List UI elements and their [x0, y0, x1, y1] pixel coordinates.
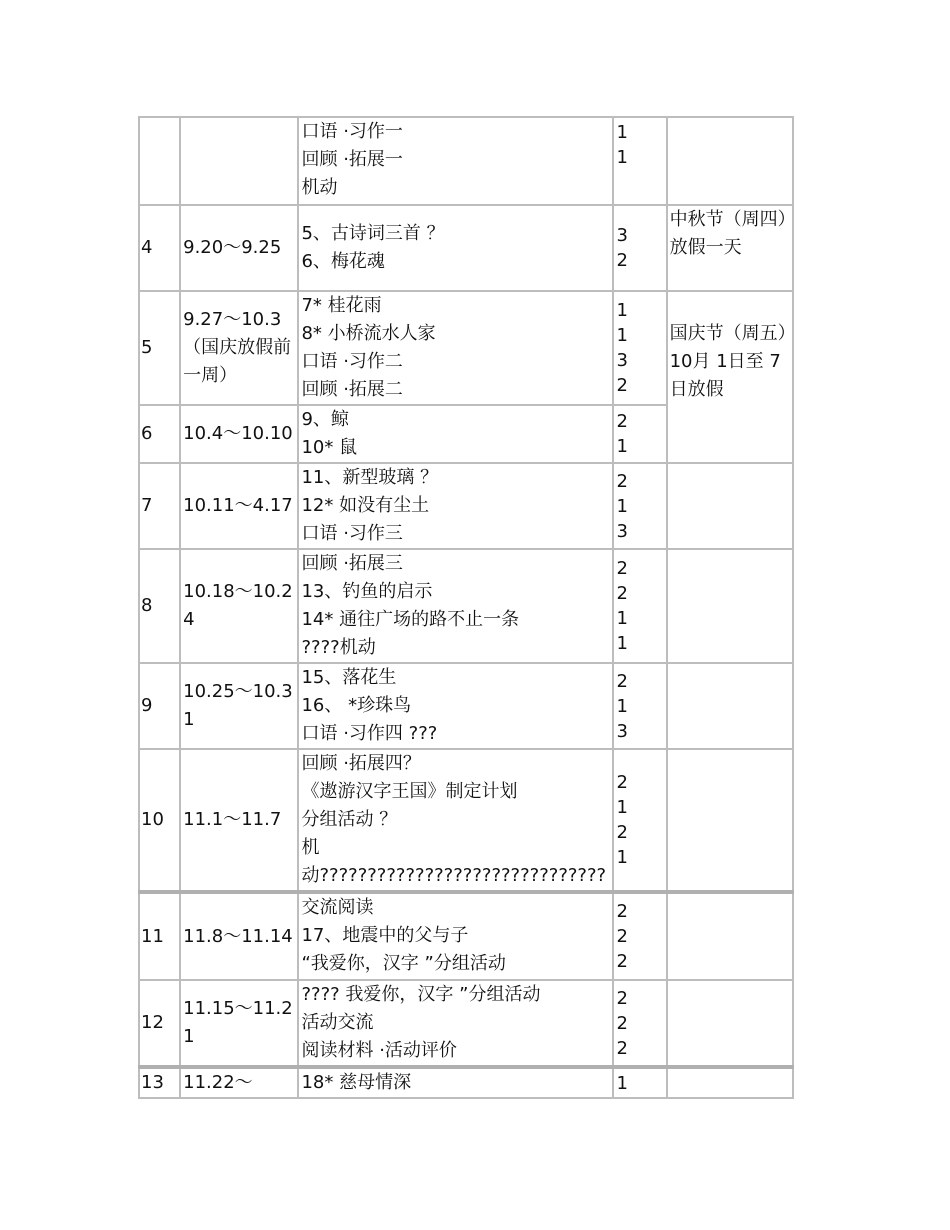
- date-cell: 9.20～9.25: [180, 205, 298, 291]
- date-cell: [180, 117, 298, 205]
- lesson-item: 回顾 ·拓展三: [301, 553, 403, 574]
- content-cell: [298, 549, 613, 663]
- hours-cell: [613, 749, 666, 892]
- hours-item: 2: [616, 1037, 628, 1059]
- week-cell: 12: [139, 980, 180, 1067]
- hours-item: 1: [616, 797, 628, 818]
- hours-cell: [613, 463, 666, 549]
- hours-item: 2: [616, 822, 628, 843]
- hours-item: 1: [616, 147, 628, 168]
- lesson-item: 6、梅花魂: [301, 251, 385, 272]
- content-cell: [298, 291, 613, 405]
- lesson-item: 7* 桂花雨: [301, 295, 382, 316]
- lesson-item: 回顾 ·拓展一: [301, 149, 403, 170]
- week-cell: 10: [139, 749, 180, 892]
- hours-item: 1: [616, 495, 628, 517]
- note-cell: [667, 1067, 793, 1098]
- content-cell: [298, 117, 613, 205]
- hours-item: 1: [616, 300, 628, 321]
- hours-item: 2: [616, 583, 628, 604]
- week-cell: 13: [139, 1067, 180, 1098]
- hours-cell: [613, 1067, 666, 1098]
- hours-item: 2: [616, 250, 628, 271]
- table-row: [139, 463, 793, 549]
- lesson-item: 活动交流: [301, 1012, 374, 1033]
- table-row: [139, 291, 793, 405]
- note-cell: [667, 980, 793, 1067]
- lesson-item: 8* 小桥流水人家: [301, 323, 436, 344]
- lesson-item: 15、落花生: [301, 667, 397, 688]
- week-cell: 5: [139, 291, 180, 405]
- date-cell: 11.1～11.7: [180, 749, 298, 892]
- lesson-item: 口语 ·习作二: [301, 351, 403, 372]
- hours-item: 2: [616, 670, 628, 692]
- content-cell: [298, 749, 613, 892]
- lesson-item: ???? 我爱你，汉字 ”分组活动: [301, 984, 541, 1005]
- hours-item: 1: [616, 847, 628, 868]
- content-cell: [298, 1067, 613, 1098]
- lesson-item: 口语 ·习作四 ???: [301, 723, 438, 744]
- content-cell: [298, 663, 613, 749]
- table-row: [139, 549, 793, 663]
- note-cell: 国庆节（周五）10月 1日至 7日放假: [667, 291, 793, 463]
- content-cell: [298, 405, 613, 463]
- content-cell: [298, 205, 613, 291]
- lesson-item: 16、 *珍珠鸟: [301, 695, 412, 716]
- week-cell: 7: [139, 463, 180, 549]
- hours-item: 2: [616, 951, 628, 972]
- lesson-item: 14* 通往广场的路不止一条: [301, 609, 520, 630]
- date-cell: 10.4～10.10: [180, 405, 298, 463]
- lesson-item: 交流阅读: [301, 897, 374, 918]
- hours-item: 3: [616, 350, 628, 371]
- hours-cell: [613, 117, 666, 205]
- lesson-item: 《遨游汉字王国》制定计划: [301, 781, 518, 802]
- hours-cell: [613, 549, 666, 663]
- note-cell: [667, 463, 793, 549]
- date-cell: 11.8～11.14: [180, 892, 298, 980]
- content-cell: [298, 980, 613, 1067]
- note-cell: [667, 117, 793, 205]
- table-row: [139, 892, 793, 980]
- week-cell: [139, 117, 180, 205]
- note-cell: [667, 663, 793, 749]
- lesson-item: 17、地震中的父与子: [301, 925, 469, 946]
- hours-item: 3: [616, 225, 628, 246]
- hours-cell: [613, 980, 666, 1067]
- lesson-item: 10* 鼠: [301, 437, 358, 458]
- lesson-item: 12* 如没有尘土: [301, 495, 430, 516]
- hours-item: 2: [616, 470, 628, 492]
- hours-cell: [613, 291, 666, 405]
- hours-item: 2: [616, 772, 628, 793]
- date-cell: 10.18～10.24: [180, 549, 298, 663]
- lesson-item: ????机动: [301, 637, 376, 658]
- hours-item: 2: [616, 987, 628, 1009]
- lesson-item: 9、鲸: [301, 409, 349, 430]
- table-row: [139, 749, 793, 892]
- hours-item: 1: [616, 608, 628, 629]
- week-cell: 6: [139, 405, 180, 463]
- date-cell: 10.25～10.31: [180, 663, 298, 749]
- content-cell: [298, 892, 613, 980]
- lesson-item: 口语 ·习作一: [301, 121, 403, 142]
- table-row: [139, 1067, 793, 1098]
- lesson-item: 11、新型玻璃 ？: [301, 467, 439, 488]
- hours-item: 2: [616, 411, 628, 432]
- week-cell: 8: [139, 549, 180, 663]
- date-cell: 10.11～4.17: [180, 463, 298, 549]
- content-cell: [298, 463, 613, 549]
- hours-item: 2: [616, 558, 628, 579]
- hours-item: 2: [616, 375, 628, 396]
- hours-item: 1: [616, 633, 628, 654]
- lesson-item: 口语 ·习作三: [301, 523, 403, 544]
- lesson-item: 阅读材料 ·活动评价: [301, 1040, 457, 1061]
- schedule-table: [138, 116, 794, 1099]
- hours-cell: [613, 892, 666, 980]
- lesson-item: 回顾 ·拓展二: [301, 379, 403, 400]
- hours-item: 2: [616, 901, 628, 922]
- note-cell: [667, 892, 793, 980]
- hours-cell: [613, 663, 666, 749]
- table-row: [139, 205, 793, 291]
- hours-item: 3: [616, 720, 628, 742]
- date-cell: 11.22～: [180, 1067, 298, 1098]
- lesson-item: 分组活动 ？: [301, 809, 398, 830]
- hours-cell: [613, 405, 666, 463]
- lesson-item: 5、古诗词三首 ？: [301, 223, 445, 244]
- table-row: [139, 980, 793, 1067]
- note-cell: 中秋节（周四）放假一天: [667, 205, 793, 291]
- lesson-item: 机: [301, 837, 320, 858]
- hours-item: 1: [616, 325, 628, 346]
- week-cell: 4: [139, 205, 180, 291]
- table-row: [139, 117, 793, 205]
- date-cell: 9.27～10.3（国庆放假前一周）: [180, 291, 298, 405]
- week-cell: 9: [139, 663, 180, 749]
- lesson-item: “我爱你，汉字 ”分组活动: [301, 953, 506, 974]
- hours-item: 1: [616, 436, 628, 457]
- hours-item: 1: [616, 122, 628, 143]
- lesson-item: 动??????????????????????????????: [301, 865, 607, 886]
- lesson-item: 18* 慈母情深: [301, 1072, 412, 1093]
- lesson-item: 13、钓鱼的启示: [301, 581, 433, 602]
- table-row: [139, 663, 793, 749]
- hours-item: 2: [616, 1012, 628, 1034]
- note-cell: [667, 549, 793, 663]
- note-cell: [667, 749, 793, 892]
- date-cell: 11.15～11.21: [180, 980, 298, 1067]
- hours-item: 1: [616, 1072, 628, 1094]
- hours-item: 3: [616, 520, 628, 542]
- week-cell: 11: [139, 892, 180, 980]
- hours-item: 2: [616, 926, 628, 947]
- hours-item: 1: [616, 695, 628, 717]
- lesson-item: 回顾 ·拓展四？: [301, 753, 421, 774]
- lesson-item: 机动: [301, 177, 338, 198]
- hours-cell: [613, 205, 666, 291]
